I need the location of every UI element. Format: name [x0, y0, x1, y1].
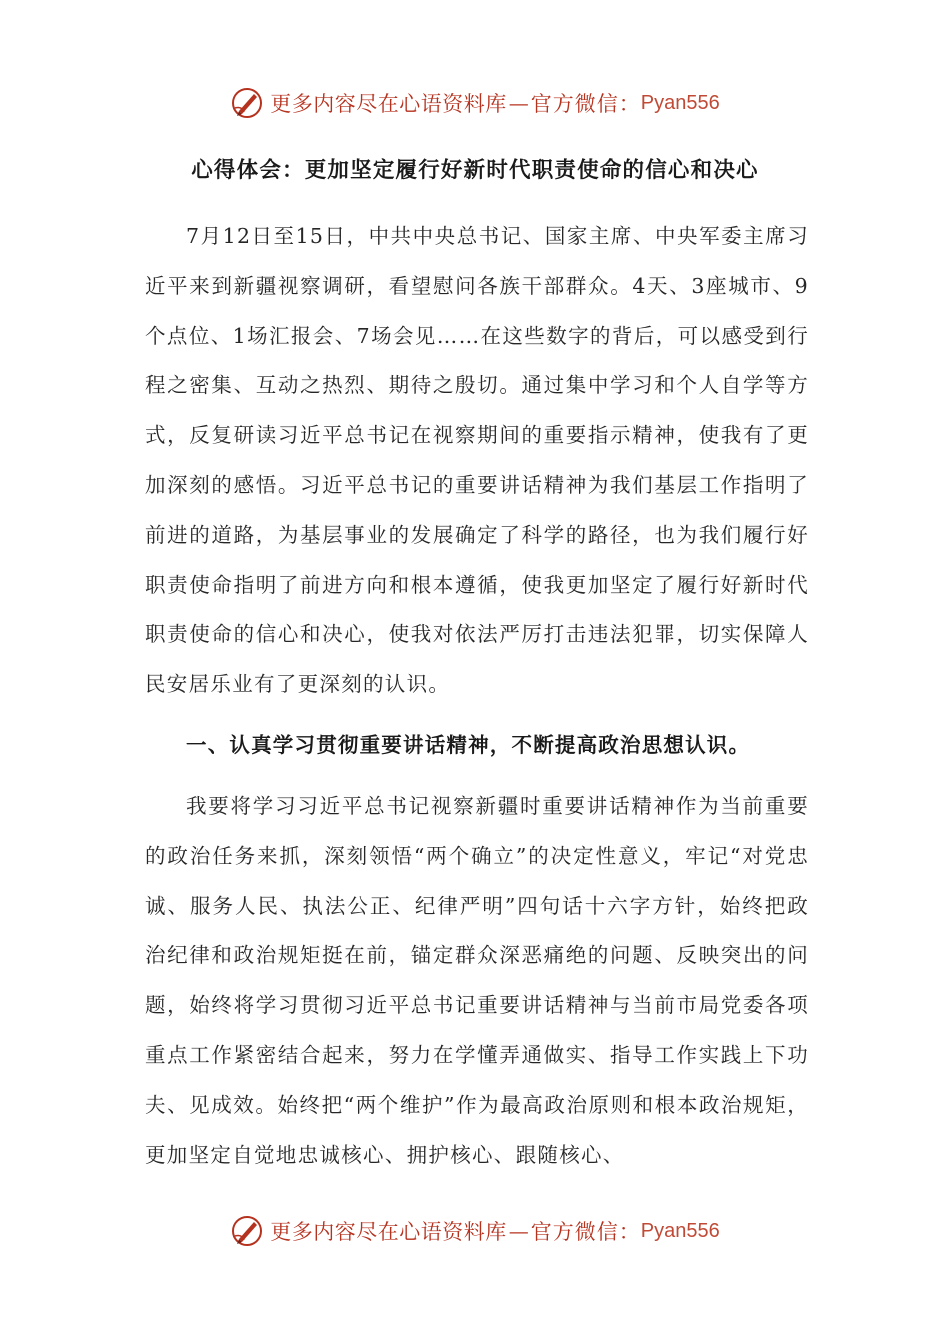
pen-logo-icon [230, 1214, 264, 1248]
section-heading-1: 一、认真学习贯彻重要讲话精神，不断提高政治思想认识。 [186, 732, 751, 757]
document-body [145, 212, 809, 1180]
watermark-wechat-id: Pyan556 [640, 91, 720, 114]
footer-watermark [0, 1211, 950, 1251]
watermark-separator: — [508, 91, 529, 115]
paragraph-intro: 7月12日至15日，中共中央总书记、国家主席、中央军委主席习近平来到新疆视察调研，看望慰问各族干部群众。4天、3座城市、9个点位、1场汇报会、7场会见……在这些数字的背后，可以感受到行程之密集、互动之热烈、期待之殷切。通过集中学习和个人自学等方式，反复研读习近平总书记在视察期间的重要指示精神，使我有了更加深刻的感悟。习近平总书记的重要讲话精神为我们基层工作指明了前进的道路，为基层事业的发展确定了科学的路径，也为我们履行好职责使命指明了前进方向和根本遵循，使我更加坚定了履行好新时代职责使命的信心和决心，使我对依法严厉打击违法犯罪，切实保障人民安居乐业有了更深刻的认识。 [145, 224, 809, 697]
watermark-wechat-label: 官方微信： [530, 1220, 641, 1244]
watermark-brand: 更多内容尽在心语资料库 [270, 1220, 507, 1244]
document-title: 心得体会：更加坚定履行好新时代职责使命的信心和决心 [191, 158, 759, 183]
watermark-wechat-id: Pyan556 [640, 1219, 720, 1242]
pen-logo-icon [230, 86, 264, 120]
paragraph-section-1: 我要将学习习近平总书记视察新疆时重要讲话精神作为当前重要的政治任务来抓，深刻领悟“两个确立”的决定性意义，牢记“对党忠诚、服务人民、执法公正、纪律严明”四句话十六字方针，始终把政治纪律和政治规矩挺在前，锚定群众深恶痛绝的问题、反映突出的问题，始终将学习贯彻习近平总书记重要讲话精神与当前市局党委各项重点工作紧密结合起来，努力在学懂弄通做实、指导工作实践上下功夫、见成效。始终把“两个维护”作为最高政治原则和根本政治规矩，更加坚定自觉地忠诚核心、拥护核心、跟随核心、 [145, 793, 809, 1167]
watermark-brand: 更多内容尽在心语资料库 [270, 92, 507, 116]
header-watermark [0, 83, 950, 123]
watermark-separator: — [508, 1219, 529, 1243]
watermark-wechat-label: 官方微信： [530, 92, 641, 116]
